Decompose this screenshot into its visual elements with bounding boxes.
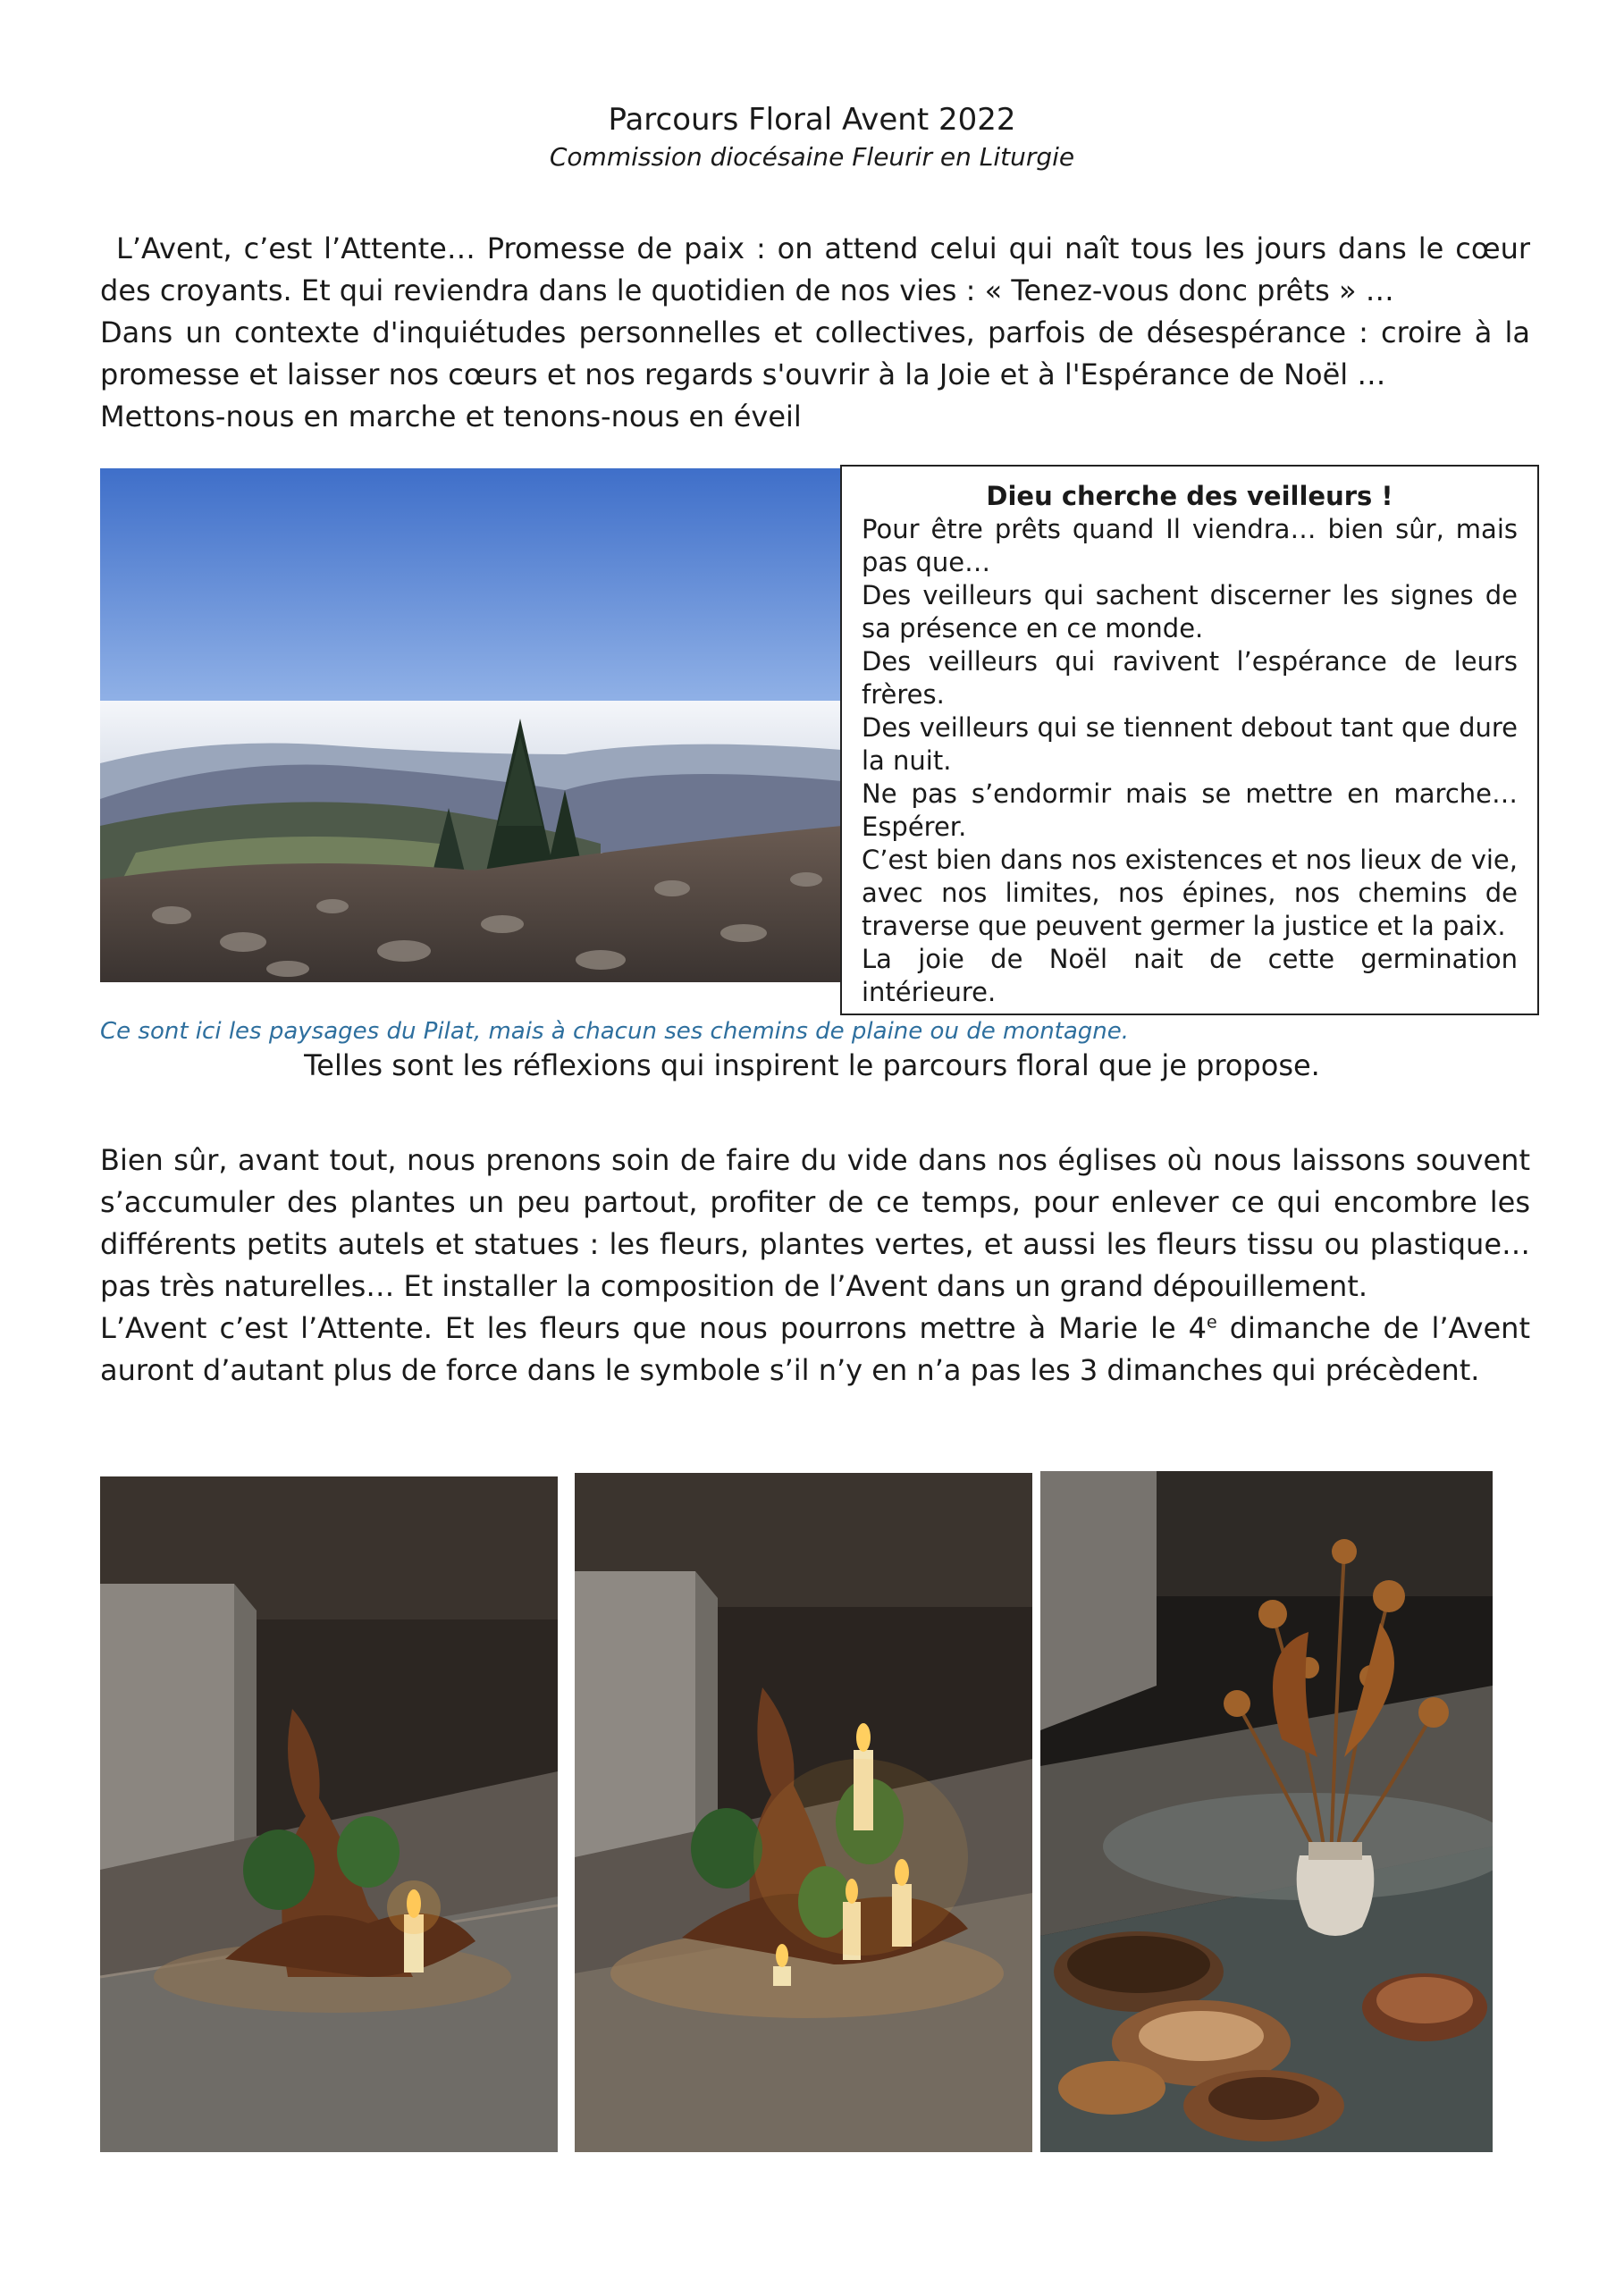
dried-flowers-bowls-photo [1040,1471,1493,2152]
box-lines [862,513,1518,1009]
veilleurs-box [840,465,1539,1015]
reflexions-line: Telles sont les réflexions qui inspirent le parcours floral que je propose. [304,1048,1320,1082]
intro-paragraph-1: L’Avent, c’est l’Attente… Promesse de paix : on attend celui qui naît tous les jours dans le cœur des croyants. Et qui reviendra dans le quotidien de nos vies : « Tenez-vous donc prêts » … [100,231,1530,307]
box-line: La joie de Noël nait de cette germination intérieure. [862,944,1518,1007]
box-heading: Dieu cherche des veilleurs ! [986,481,1393,511]
page-subtitle: Commission diocésaine Fleurir en Liturgie [549,142,1075,172]
box-line: Des veilleurs qui sachent discerner les signes de sa présence en ce monde. [862,580,1518,644]
box-line: Des veilleurs qui ravivent l’espérance de leurs frères. [862,646,1518,710]
body-paragraph-2-end: dimanche de l’Avent auront d’autant plus de force dans le symbole s’il n’y en n’a pas les 3 dimanches qui précèdent. [100,1311,1531,1387]
intro-text [100,228,1530,438]
page-title: Parcours Floral Avent 2022 [608,102,1016,138]
ordinal-suffix: e [1207,1312,1217,1333]
body-text [100,1140,1530,1392]
mountain-landscape-photo [100,468,842,982]
box-line: Des veilleurs qui se tiennent debout tant que dure la nuit. [862,712,1518,776]
advent-composition-photo-1 [100,1476,558,2152]
intro-paragraph-3: Mettons-nous en marche et tenons-nous en éveil [100,400,802,433]
box-line: Ne pas s’endormir mais se mettre en marche… Espérer. [862,778,1518,842]
intro-paragraph-2: Dans un contexte d'inquiétudes personnelles et collectives, parfois de désespérance : croire à la promesse et laisser nos cœurs et nos regards s'ouvrir à la Joie et à l'Espérance de Noël … [100,315,1530,391]
box-line: Pour être prêts quand Il viendra… bien sûr, mais pas que… [862,514,1518,577]
advent-composition-photo-2 [575,1473,1032,2152]
body-paragraph-1: Bien sûr, avant tout, nous prenons soin de faire du vide dans nos églises où nous laissons souvent s’accumuler des plantes un peu partout, profiter de ce temps, pour enlever ce qui encombre les différents petits autels et statues : les fleurs, plantes vertes, et aussi les fleurs tissu ou plastique… pas très naturelles… Et installer la composition de l’Avent dans un grand dépouillement. [100,1143,1530,1303]
body-paragraph-2-start: L’Avent c’est l’Attente. Et les fleurs que nous pourrons mettre à Marie le 4 [100,1311,1207,1345]
photo-caption: Ce sont ici les paysages du Pilat, mais à chacun ses chemins de plaine ou de montagne. [100,1018,1130,1045]
box-line: C’est bien dans nos existences et nos lieux de vie, avec nos limites, nos épines, nos chemins de traverse que peuvent germer la justice et la paix. [862,845,1518,941]
body-paragraph-2 [100,1308,1530,1392]
